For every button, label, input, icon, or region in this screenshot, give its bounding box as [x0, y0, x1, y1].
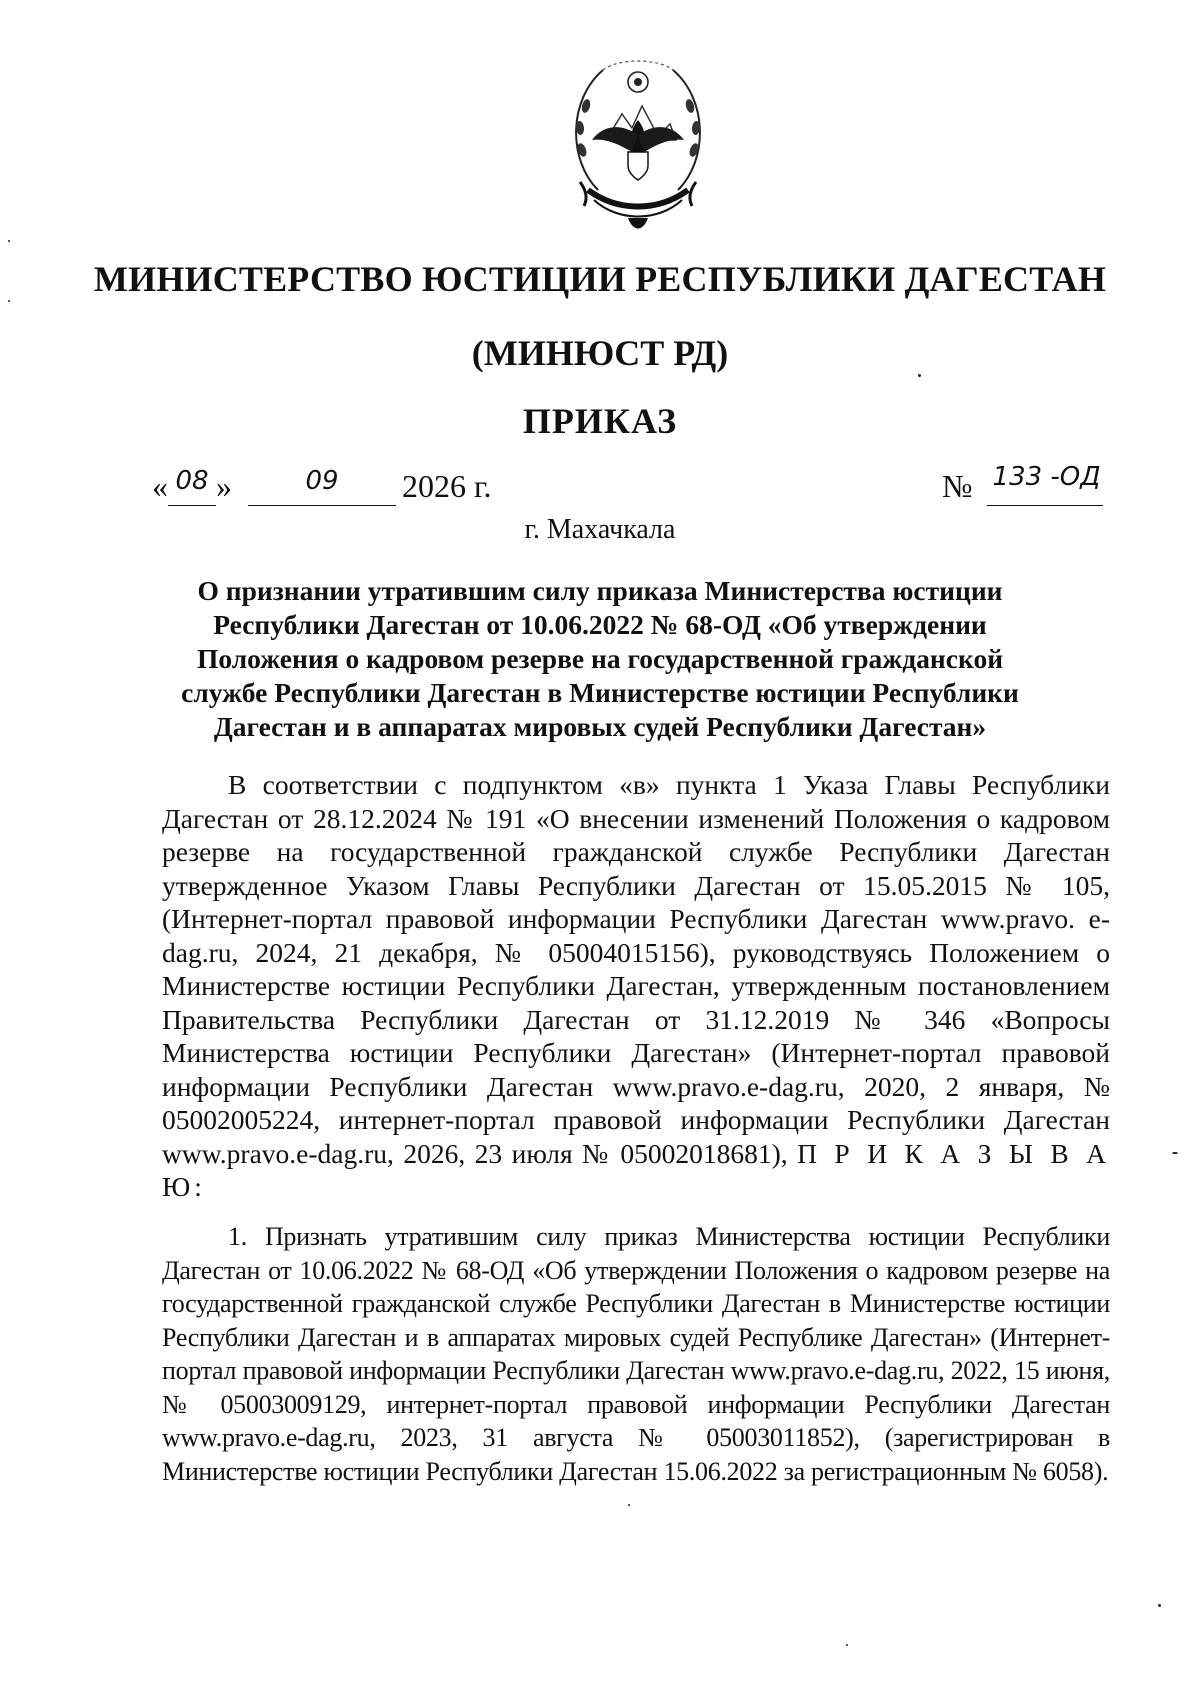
date-month-handwritten: 09: [305, 466, 339, 496]
preamble-text: В соответствии с подпунктом «в» пункта 1 Указа Главы Республики Дагестан от 28.12.2024 № 191 «О внесении изменений Положения о кадровом резерве на государственной гражданской службе Республики Дагестан утвержденное Указом Главы Республики Дагестан от 15.05.2015 № 105, (Интернет-портал правовой информации Республики Дагестан www.pravo. e-dag.ru, 2024, 21 декабря, № 05004015156), руководствуясь Положением о Министерстве юстиции Республики Дагестан, утвержденным постановлением Правительства Республики Дагестан от 31.12.2019 № 346 «Вопросы Министерства юстиции Республики Дагестан» (Интернет-портал правовой информации Республики Дагестан www.pravo.e-dag.ru, 2020, 2 января, № 05002005224, интернет-портал правовой информации Республики Дагестан www.pravo.e-dag.ru, 2026, 23 июля № 05002018681),: [162, 769, 1110, 1169]
preamble-paragraph: [162, 768, 1110, 1204]
coat-of-arms-emblem: [558, 40, 718, 240]
date-day-handwritten: 08: [175, 466, 209, 496]
date-day-slot: [168, 466, 216, 506]
city-of-issue: г. Махачкала: [524, 514, 676, 545]
order-item-1: 1. Признать утратившим силу приказ Министерства юстиции Республики Дагестан от 10.06.2022 № 68-ОД «Об утверждении Положения о кадровом резерве на государственной гражданской службе Республики Дагестан в Министерстве юстиции Республики Дагестан и в аппаратах мировых судей Республике Дагестан» (Интернет-портал правовой информации Республики Дагестан www.pravo.e-dag.ru, 2022, 15 июня, № 05003009129, интернет-портал правовой информации Республики Дагестан www.pravo.e-dag.ru, 2023, 31 августа № 05003011852), (зарегистрирован в Министерстве юстиции Республики Дагестан 15.06.2022 за регистрационным № 6058).: [162, 1222, 1110, 1486]
ministry-short-name: (МИНЮСТ РД): [471, 333, 729, 373]
order-subject-heading: О признании утратившим силу приказа Министерства юстиции Республики Дагестан от 10.06.2022 № 68-ОД «Об утверждении Положения о кадровом резерве на государственной гражданской службе Республики Дагестан в Министерстве юстиции Республики Дагестан и в аппаратах мировых судей Республики Дагестан»: [181, 575, 1019, 742]
number-sign: №: [942, 468, 973, 504]
date-month-slot: [248, 466, 396, 506]
document-number: [942, 462, 1103, 506]
coat-of-arms-icon: [558, 40, 718, 240]
close-quote: »: [216, 468, 232, 504]
document-date: [152, 468, 492, 506]
number-handwritten: 133 -ОД: [992, 462, 1101, 492]
date-year: 2026 г.: [402, 468, 492, 504]
open-quote: «: [152, 468, 168, 504]
ministry-name: МИНИСТЕРСТВО ЮСТИЦИИ РЕСПУБЛИКИ ДАГЕСТАН: [93, 259, 1107, 299]
order-directive-word: П Р И К А З Ы В А Ю:: [162, 1137, 1110, 1202]
document-type-title: ПРИКАЗ: [522, 401, 678, 441]
number-slot: [987, 462, 1103, 506]
